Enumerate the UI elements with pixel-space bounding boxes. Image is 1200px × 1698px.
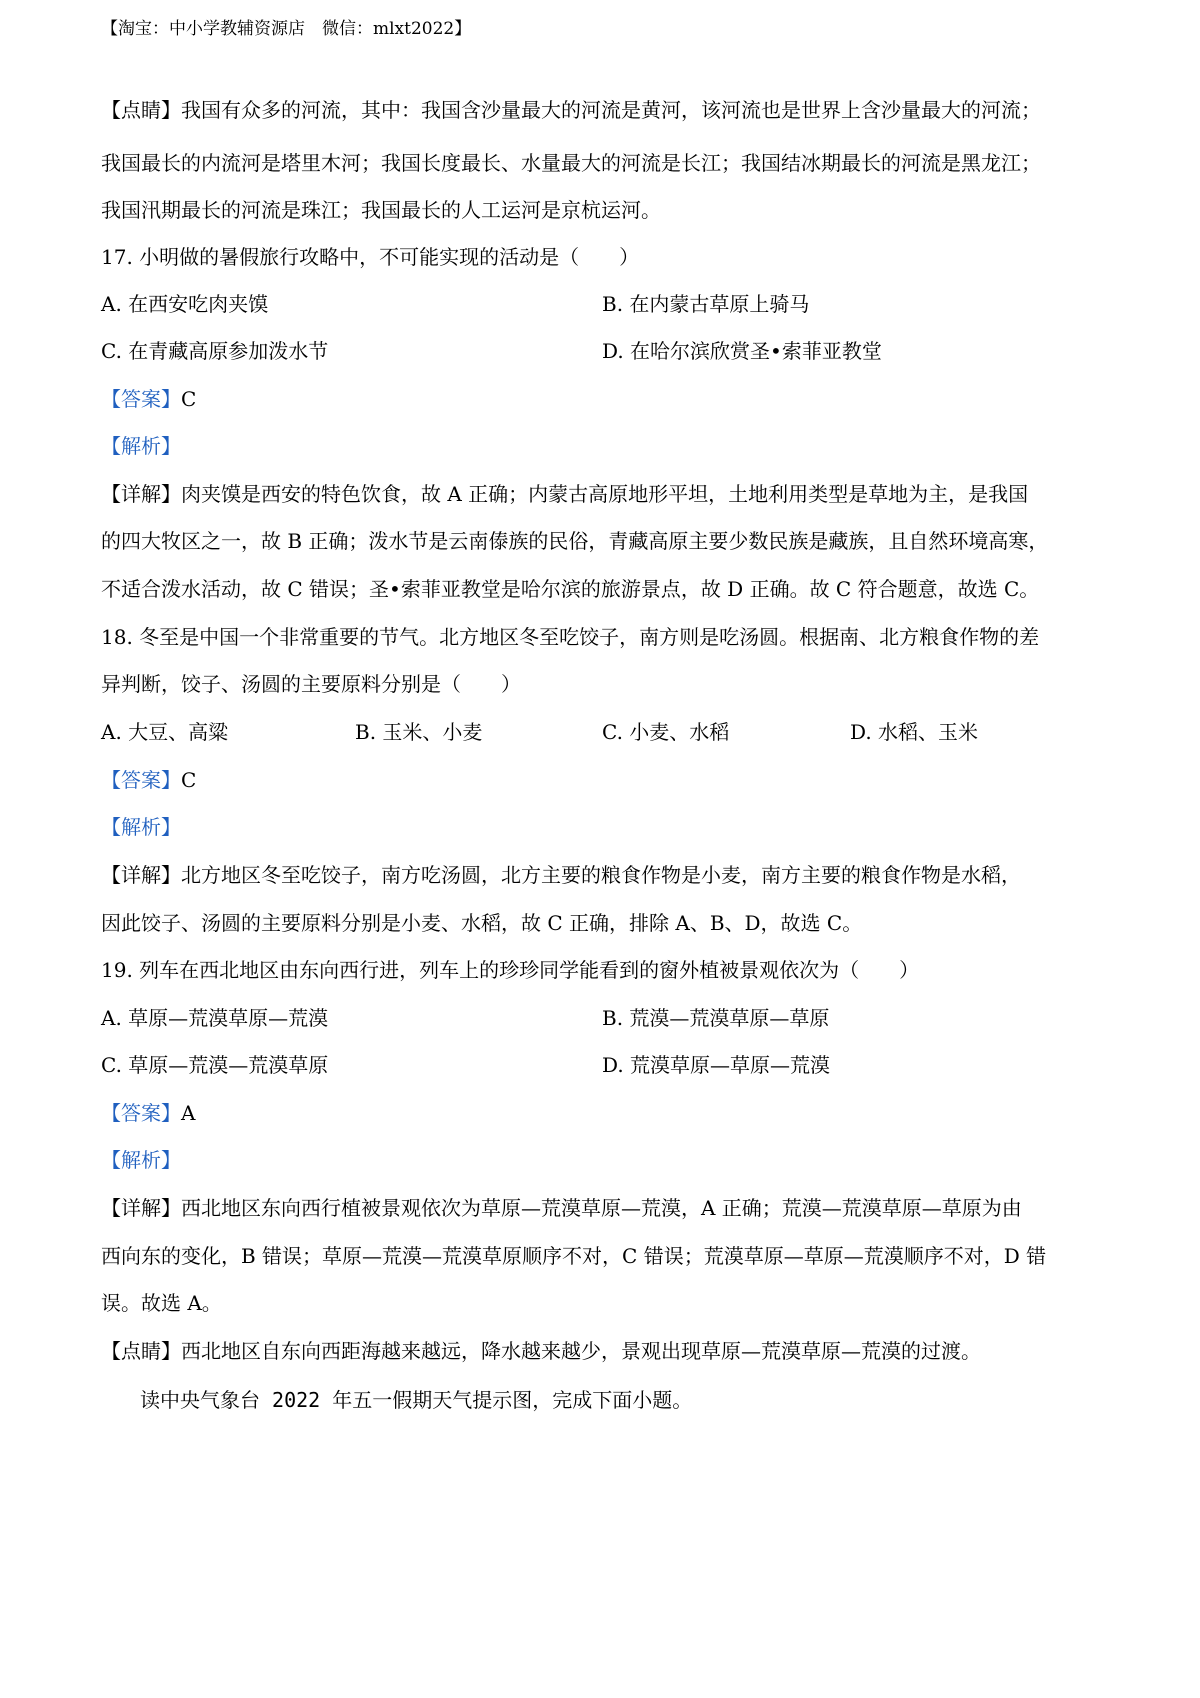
- analysis-tag: 【解析】: [101, 434, 181, 458]
- q17-detail-line-2: 的四大牧区之一，故 B 正确；泼水节是云南傣族的民俗，青藏高原主要少数民族是藏族，且自然环境高寒，: [101, 529, 1049, 553]
- prev-dianjing-line-2: 我国最长的内流河是塔里木河；我国长度最长、水量最大的河流是长江；我国结冰期最长的河流是黑龙江；: [101, 151, 1041, 175]
- q19-detail-line-3: 误。故选 A。: [101, 1291, 222, 1315]
- text: 我国有众多的河流，其中：我国含沙量最大的河流是黄河，该河流也是世界上含沙量最大的河流；: [181, 98, 1041, 122]
- detail-tag: 【详解】: [101, 863, 181, 887]
- q18-option-c: C. 小麦、水稻: [602, 720, 730, 744]
- text: 西北地区东向西行植被景观依次为草原—荒漠草原—荒漠，A 正确；荒漠—荒漠草原—草原为由: [181, 1196, 1022, 1220]
- q17-analysis-tag: [101, 433, 1101, 459]
- q19-analysis-tag: [101, 1147, 1101, 1173]
- figure-caption: 读中央气象台 2022 年五一假期天气提示图，完成下面小题。: [140, 1388, 693, 1412]
- q17-stem: 17. 小明做的暑假旅行攻略中，不可能实现的活动是（ ）: [101, 245, 640, 269]
- q19-answer: [101, 1100, 1101, 1126]
- answer-value: A: [181, 1101, 196, 1125]
- answer-tag: 【答案】: [101, 387, 181, 411]
- q17-answer: [101, 386, 1101, 412]
- page-header: 【淘宝：中小学教辅资源店 微信：mlxt2022】: [101, 19, 472, 39]
- q18-option-d: D. 水稻、玉米: [850, 720, 979, 744]
- q18-stem-line-2: 异判断，饺子、汤圆的主要原料分别是（ ）: [101, 672, 521, 696]
- q17-detail-line-3: 不适合泼水活动，故 C 错误；圣•索菲亚教堂是哈尔滨的旅游景点，故 D 正确。故 C 符合题意，故选 C。: [101, 577, 1040, 601]
- q17-option-c: C. 在青藏高原参加泼水节: [101, 339, 329, 363]
- analysis-tag: 【解析】: [101, 1148, 181, 1172]
- q17-option-b: B. 在内蒙古草原上骑马: [602, 292, 810, 316]
- q18-analysis-tag: [101, 814, 1101, 840]
- q19-option-a: A. 草原—荒漠草原—荒漠: [101, 1006, 329, 1030]
- analysis-tag: 【解析】: [101, 815, 181, 839]
- answer-tag: 【答案】: [101, 1101, 181, 1125]
- q17-option-a: A. 在西安吃肉夹馍: [101, 292, 269, 316]
- q19-option-b: B. 荒漠—荒漠草原—草原: [602, 1006, 830, 1030]
- q19-dianjing: [101, 1338, 1101, 1364]
- q19-detail-line-1: [101, 1195, 1101, 1221]
- answer-tag: 【答案】: [101, 768, 181, 792]
- q19-option-c: C. 草原—荒漠—荒漠草原: [101, 1053, 329, 1077]
- detail-tag: 【详解】: [101, 1196, 181, 1220]
- answer-value: C: [181, 768, 197, 792]
- q19-detail-line-2: 西向东的变化，B 错误；草原—荒漠—荒漠草原顺序不对，C 错误；荒漠草原—草原—荒漠顺序不对，D 错: [101, 1244, 1047, 1268]
- q19-stem: 19. 列车在西北地区由东向西行进，列车上的珍珍同学能看到的窗外植被景观依次为（ ）: [101, 958, 920, 982]
- q17-option-d: D. 在哈尔滨欣赏圣•索菲亚教堂: [602, 339, 882, 363]
- q18-option-b: B. 玉米、小麦: [355, 720, 483, 744]
- q18-stem-line-1: 18. 冬至是中国一个非常重要的节气。北方地区冬至吃饺子，南方则是吃汤圆。根据南、北方粮食作物的差: [101, 625, 1040, 649]
- q18-detail-line-1: [101, 862, 1101, 888]
- q18-answer: [101, 767, 1101, 793]
- answer-value: C: [181, 387, 197, 411]
- text: 北方地区冬至吃饺子，南方吃汤圆，北方主要的粮食作物是小麦，南方主要的粮食作物是水稻，: [181, 863, 1021, 887]
- dianjing-tag: 【点睛】: [101, 98, 181, 122]
- text: 肉夹馍是西安的特色饮食，故 A 正确；内蒙古高原地形平坦，土地利用类型是草地为主，是我国: [181, 482, 1029, 506]
- text: 西北地区自东向西距海越来越远，降水越来越少，景观出现草原—荒漠草原—荒漠的过渡。: [181, 1339, 981, 1363]
- q19-option-d: D. 荒漠草原—草原—荒漠: [602, 1053, 831, 1077]
- q18-option-a: A. 大豆、高粱: [101, 720, 229, 744]
- detail-tag: 【详解】: [101, 482, 181, 506]
- q17-detail-line-1: [101, 481, 1101, 507]
- prev-dianjing-line-3: 我国汛期最长的河流是珠江；我国最长的人工运河是京杭运河。: [101, 198, 661, 222]
- prev-dianjing-line-1: [101, 97, 1101, 123]
- dianjing-tag: 【点睛】: [101, 1339, 181, 1363]
- q18-detail-line-2: 因此饺子、汤圆的主要原料分别是小麦、水稻，故 C 正确，排除 A、B、D，故选 C。: [101, 911, 863, 935]
